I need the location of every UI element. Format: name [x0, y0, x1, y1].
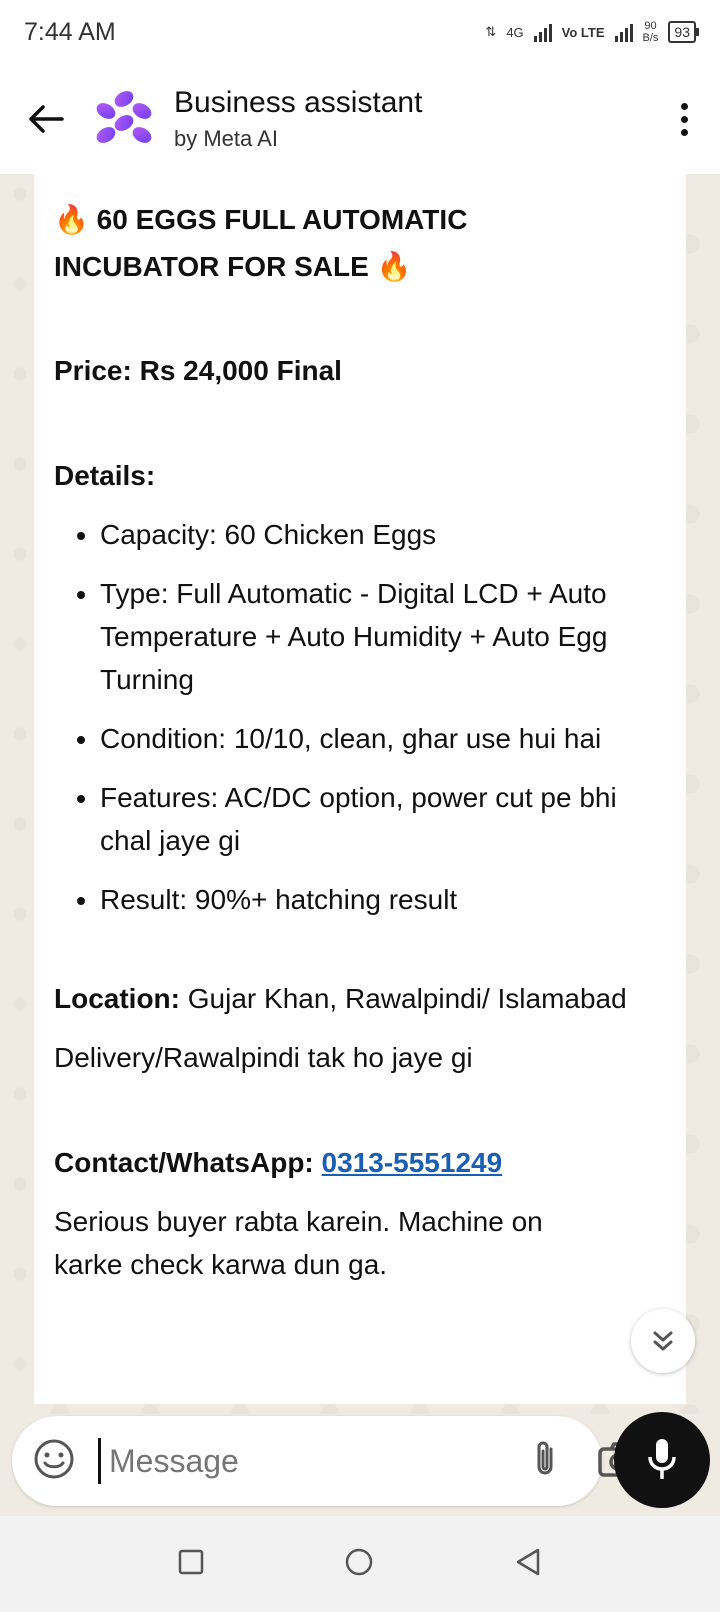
signal-icon-2: [615, 22, 633, 42]
details-list: [54, 513, 666, 921]
double-chevron-down-icon[interactable]: [631, 1309, 695, 1373]
location-line: [54, 977, 666, 1020]
contact-phone-link[interactable]: 0313-5551249: [321, 1147, 503, 1178]
app-bar: [0, 64, 720, 174]
status-time: 7:44 AM: [24, 17, 116, 46]
mic-icon[interactable]: [614, 1412, 710, 1508]
location-value: Gujar Khan, Rawalpindi/ Islamabad: [180, 983, 627, 1014]
paperclip-icon[interactable]: [531, 1439, 561, 1484]
speed-value: 90: [644, 20, 657, 32]
message-input[interactable]: [98, 1438, 531, 1484]
status-icons: [485, 20, 696, 44]
home-button[interactable]: [344, 1547, 374, 1582]
list-item: • Type: Full Automatic - Digital LCD + Auto Temperature + Auto Humidity + Auto Egg Turning: [100, 572, 666, 701]
composer-bar: [12, 1416, 602, 1506]
message-bubble[interactable]: [34, 174, 686, 1404]
arrow-left-icon[interactable]: [16, 89, 76, 149]
network-speed: [643, 20, 659, 44]
closing-line: Serious buyer rabta karein. Machine on karke check karwa dun ga.: [54, 1206, 543, 1280]
more-vert-icon[interactable]: [664, 89, 704, 149]
speed-unit: B/s: [642, 32, 659, 44]
list-item: • Capacity: 60 Chicken Eggs: [100, 513, 666, 556]
list-item: • Features: AC/DC option, power cut pe bhi chal jaye gi: [100, 776, 666, 862]
system-nav-bar: [0, 1516, 720, 1612]
battery-icon: 93: [668, 21, 696, 43]
back-button[interactable]: [514, 1547, 542, 1582]
volte-label: Vo LTE: [561, 24, 605, 40]
chat-title: Business assistant: [174, 86, 423, 119]
delivery-line: Delivery/Rawalpindi tak ho jaye gi: [54, 1042, 473, 1073]
chat-area[interactable]: [0, 174, 720, 1414]
headline-line-2: INCUBATOR FOR SALE 🔥: [54, 251, 412, 282]
data-arrows-icon: ⇅: [485, 24, 497, 39]
chat-title-block[interactable]: [174, 86, 664, 152]
details-heading: Details:: [54, 460, 156, 491]
recents-button[interactable]: [178, 1549, 204, 1580]
network-4g-label: 4G: [506, 24, 524, 40]
meta-ai-avatar[interactable]: [88, 84, 158, 154]
location-label: Location:: [54, 983, 180, 1014]
contact-line: [54, 1141, 666, 1184]
list-item: • Condition: 10/10, clean, ghar use hui hai: [100, 717, 666, 760]
chat-subtitle: by Meta AI: [174, 126, 278, 151]
signal-icon: [534, 22, 552, 42]
contact-label: Contact/WhatsApp:: [54, 1147, 314, 1178]
price-line: Price: Rs 24,000 Final: [54, 355, 342, 386]
status-bar: [0, 0, 720, 64]
headline-line-1: 🔥 60 EGGS FULL AUTOMATIC: [54, 204, 468, 235]
emoji-icon[interactable]: [32, 1437, 76, 1486]
list-item: • Result: 90%+ hatching result: [100, 878, 666, 921]
